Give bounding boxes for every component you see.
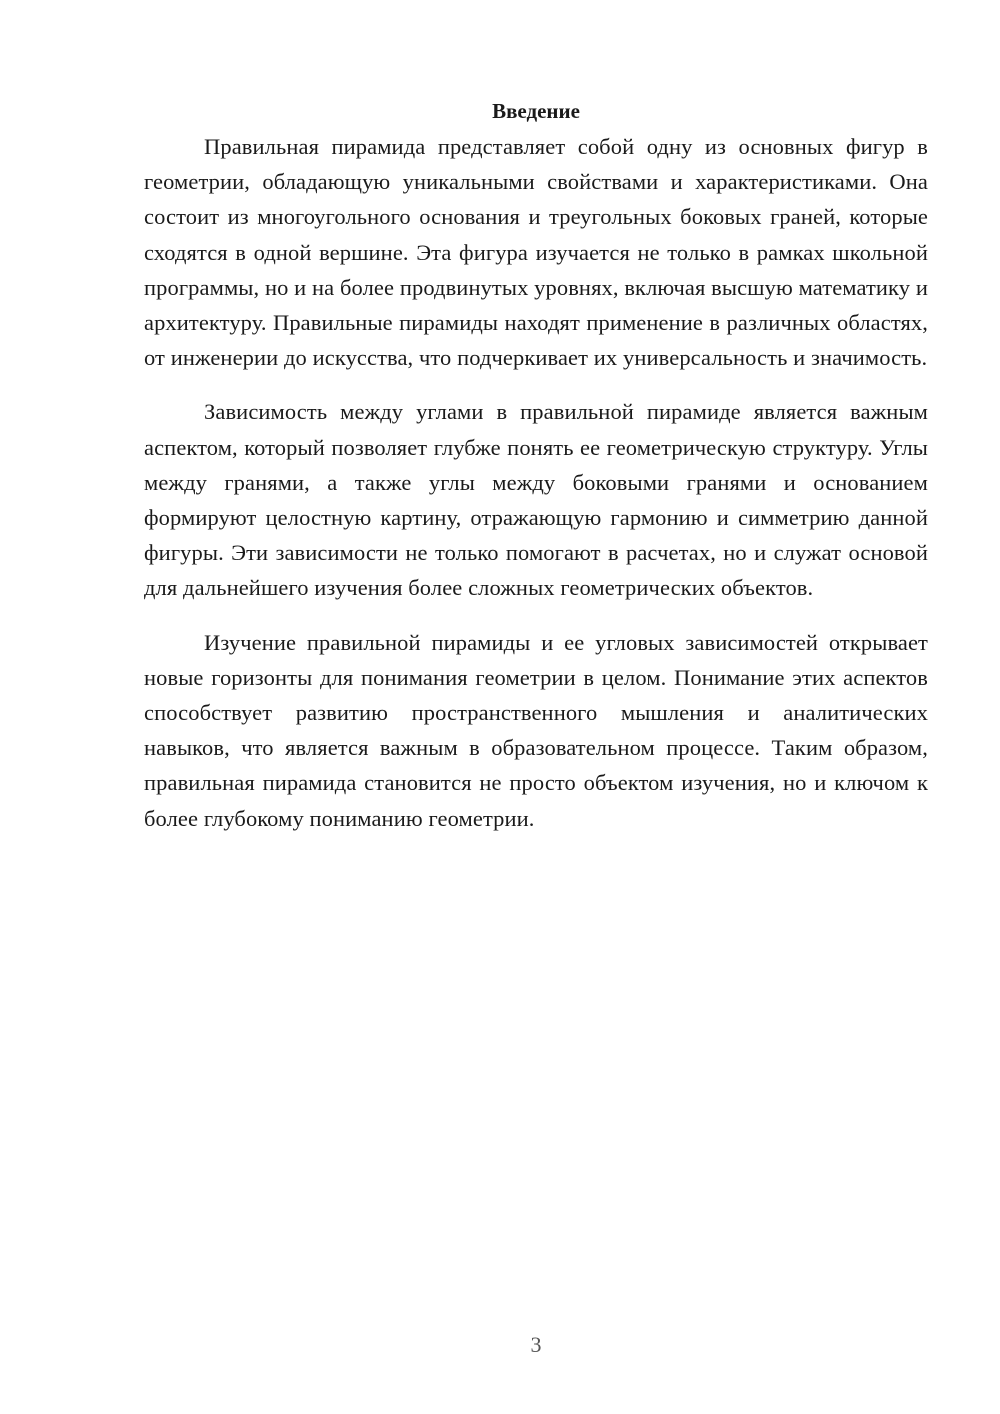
paragraph-2: Зависимость между углами в правильной пирамиде является важным аспектом, который позволяет глубже понять ее геометрическую структуру. Углы между гранями, а также углы между боковыми гранями и основанием формируют целостную картину, отражающую гармонию и симметрию данной фигуры. Эти зависимости не только помогают в расчетах, но и служат основой для дальнейшего изучения более сложных геометрических объектов. [144, 399, 928, 601]
section-heading: Введение [492, 99, 580, 123]
paragraph-3: Изучение правильной пирамиды и ее угловых зависимостей открывает новые горизонты для понимания геометрии в целом. Понимание этих аспектов способствует развитию пространственного мышления и аналитических навыков, что является важным в образовательном процессе. Таким образом, правильная пирамида становится не просто объектом изучения, но и ключом к более глубокому пониманию геометрии. [144, 629, 928, 831]
page-number: 3 [530, 1332, 542, 1357]
paragraph-1: Правильная пирамида представляет собой одну из основных фигур в геометрии, обладающую уникальными свойствами и характеристиками. Она состоит из многоугольного основания и треугольных боковых граней, которые сходятся в одной вершине. Эта фигура изучается не только в рамках школьной программы, но и на более продвинутых уровнях, включая высшую математику и архитектуру. Правильные пирамиды находят применение в различных областях, от инженерии до искусства, что подчеркивает их универсальность и значимость. [144, 134, 928, 371]
page-content [144, 96, 928, 855]
